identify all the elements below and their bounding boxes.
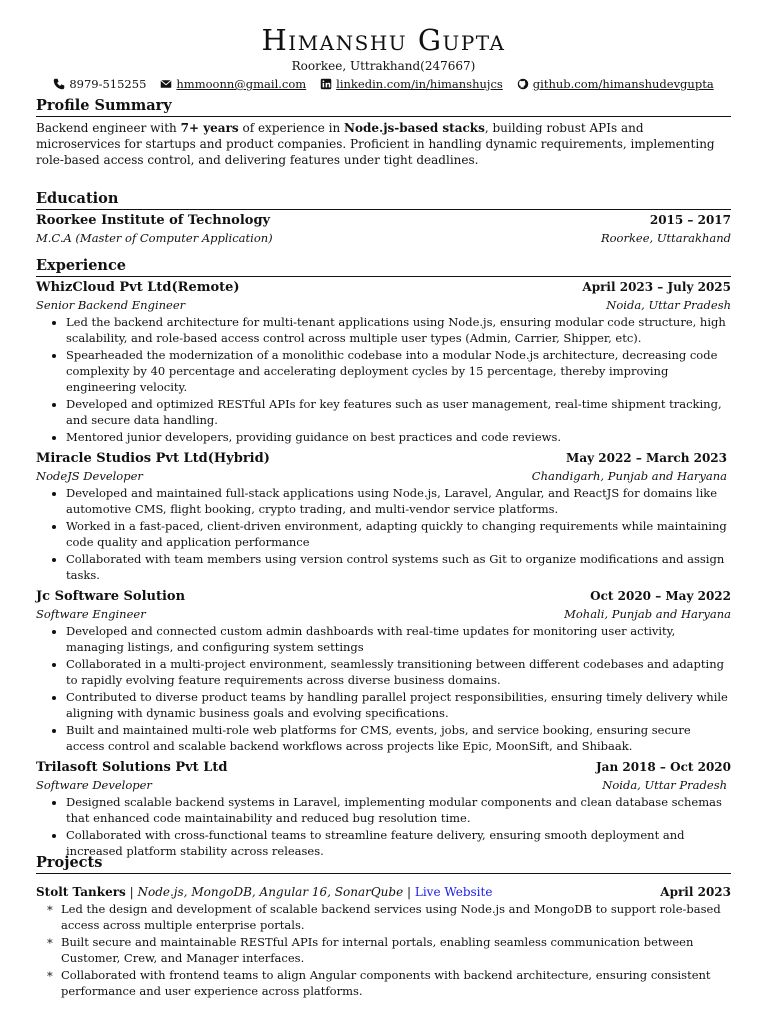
list-item: • Developed and maintained full-stack applications using Node.js, Laravel, Angular, and ReactJS for domains like automotive CMS, flight booking, crypto trading, and multi-vendor service platforms. [66, 485, 731, 517]
list-item: • Collaborated in a multi-project environment, seamlessly transitioning between different codebases and adapting to rapidly evolving feature requirements across diverse business domains. [66, 656, 731, 688]
list-item: • Developed and optimized RESTful APIs for key features such as user management, real-time shipment tracking, and secure data handling. [66, 396, 731, 428]
job-entry [36, 450, 731, 583]
profile-years: 7+ years [180, 121, 239, 135]
job-entry [36, 759, 731, 859]
list-item: • Developed and connected custom admin dashboards with real-time updates for monitoring user activity, managing listings, and configuring system settings [66, 623, 731, 655]
phone-number: 8979-515255 [69, 77, 147, 91]
github-contact[interactable] [517, 75, 714, 93]
experience-section [36, 256, 731, 860]
list-item: • Contributed to diverse product teams by handling parallel project responsibilities, ensuring timely delivery while aligning with dynamic business goals and evolving specifications. [66, 689, 731, 721]
live-website-link[interactable]: Live Website [414, 885, 493, 899]
degree: M.C.A (Master of Computer Application) [36, 231, 273, 245]
list-item: • Built and maintained multi-role web platforms for CMS, events, jobs, and service booking, ensuring secure access control and scalable backend workflows across projects like Epic, MoonSift, and Shibaak. [66, 722, 731, 754]
envelope-icon [160, 78, 172, 90]
list-item: • Mentored junior developers, providing guidance on best practices and code reviews. [66, 429, 731, 445]
linkedin-contact[interactable] [320, 75, 503, 93]
education-dates: 2015 – 2017 [649, 213, 731, 227]
github-link[interactable]: github.com/himanshudevgupta [532, 77, 714, 91]
job-role: NodeJS Developer [36, 469, 143, 483]
job-location: Noida, Uttar Pradesh [606, 298, 731, 312]
experience-heading: Experience [36, 256, 731, 277]
separator: | [403, 885, 415, 899]
profile-summary [36, 120, 731, 168]
profile-stack: Node.js-based stacks [344, 121, 485, 135]
github-icon [517, 78, 529, 90]
phone-icon [53, 78, 65, 90]
school-name: Roorkee Institute of Technology [36, 213, 271, 228]
profile-text: Backend engineer with [36, 121, 181, 135]
job-dates: Jan 2018 – Oct 2020 [596, 760, 731, 774]
profile-text: , building robust APIs and microservices for startups and product companies. Proficient in handling dynamic requirements, implementing role-based access control, and delivering features under tight deadlines. [36, 121, 715, 167]
job-role: Software Engineer [36, 607, 146, 621]
project-tech: Node.js, MongoDB, Angular 16, SonarQube [137, 885, 404, 899]
job-role: Software Developer [36, 778, 152, 792]
job-bullets [36, 314, 731, 445]
linkedin-link[interactable]: linkedin.com/in/himanshujcs [336, 77, 503, 91]
projects-section [36, 853, 731, 1000]
list-item: • Collaborated with cross-functional teams to streamline feature delivery, ensuring smooth deployment and increased platform stability across releases. [66, 827, 731, 859]
job-entry [36, 588, 731, 754]
linkedin-icon [320, 78, 332, 90]
job-dates: April 2023 – July 2025 [582, 280, 731, 294]
company-name: WhizCloud Pvt Ltd(Remote) [36, 280, 240, 295]
list-item: • Collaborated with team members using version control systems such as Git to organize modifications and assign tasks. [66, 551, 731, 583]
job-location: Mohali, Punjab and Haryana [564, 607, 731, 621]
list-item: * Collaborated with frontend teams to align Angular components with backend architecture, ensuring consistent performance and user experience across platforms. [61, 967, 731, 999]
resume-page [36, 22, 731, 998]
job-location: Noida, Uttar Pradesh [602, 778, 727, 792]
job-dates: Oct 2020 – May 2022 [590, 589, 731, 603]
phone-contact[interactable] [53, 75, 146, 93]
project-name: Stolt Tankers [36, 885, 126, 899]
contact-bar [36, 75, 731, 93]
project-date: April 2023 [660, 885, 731, 899]
profile-section [36, 96, 731, 168]
company-name: Miracle Studios Pvt Ltd(Hybrid) [36, 451, 270, 466]
job-dates: May 2022 – March 2023 [566, 451, 727, 465]
email-contact[interactable] [160, 75, 306, 93]
email-link[interactable]: hmmoonn@gmail.com [176, 77, 307, 91]
list-item: • Designed scalable backend systems in Laravel, implementing modular components and clean database schemas that enhanced code maintainability and reduced bug resolution time. [66, 794, 731, 826]
list-item: • Spearheaded the modernization of a monolithic codebase into a modular Node.js architecture, decreasing code complexity by 40 percentage and accelerating deployment cycles by 15 percentage, thereby improving engineering velocity. [66, 347, 731, 395]
candidate-name: Himanshu Gupta [261, 23, 506, 57]
list-item: * Built secure and maintainable RESTful APIs for internal portals, enabling seamless communication between Customer, Crew, and Manager interfaces. [61, 934, 731, 966]
company-name: Trilasoft Solutions Pvt Ltd [36, 760, 228, 775]
job-role: Senior Backend Engineer [36, 298, 186, 312]
job-entry [36, 279, 731, 445]
education-heading: Education [36, 189, 731, 210]
education-location: Roorkee, Uttarakhand [600, 231, 731, 245]
profile-heading: Profile Summary [36, 96, 731, 117]
project-bullets [36, 901, 731, 999]
company-name: Jc Software Solution [36, 589, 186, 604]
list-item: • Led the backend architecture for multi-tenant applications using Node.js, ensuring modular code structure, high scalability, and role-based access control across multiple user types (Admin, Carrier, Shipper, etc). [66, 314, 731, 346]
job-location: Chandigarh, Punjab and Haryana [531, 469, 727, 483]
list-item: • Worked in a fast-paced, client-driven environment, adapting quickly to changing requirements while maintaining code quality and application performance [66, 518, 731, 550]
job-bullets [36, 623, 731, 754]
job-bullets [36, 794, 731, 859]
education-section [36, 189, 731, 246]
list-item: * Led the design and development of scalable backend services using Node.js and MongoDB to support role-based access across multiple enterprise portals. [61, 901, 731, 933]
job-bullets [36, 485, 731, 583]
project-header [36, 884, 731, 900]
separator: | [125, 885, 138, 899]
candidate-location: Roorkee, Uttrakhand(247667) [291, 59, 476, 73]
profile-text: of experience in [238, 121, 345, 135]
projects-heading: Projects [36, 853, 731, 874]
